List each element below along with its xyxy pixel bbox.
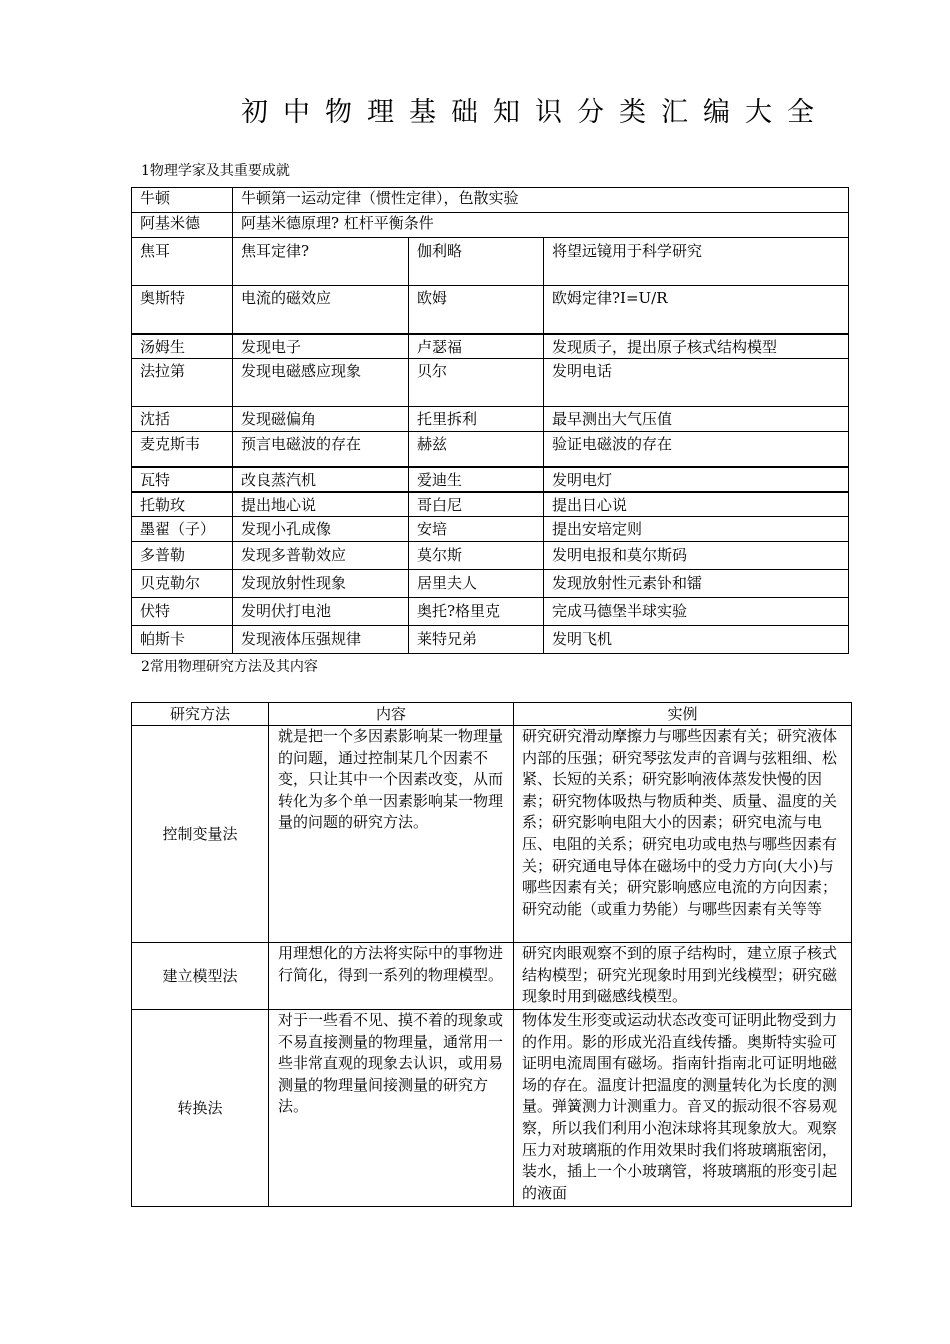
physicist-name: 爱迪生 [409, 467, 544, 492]
physicist-name: 沈括 [132, 407, 233, 432]
physicist-achievement: 发现多普勒效应 [233, 542, 409, 570]
method-content: 就是把一个多因素影响某一物理量的问题，通过控制某几个因素不变，只让其中一个因素改变，从而转化为多个单一因素影响某一物理量的问题的研究方法。 [269, 726, 514, 943]
physicist-name: 赫兹 [409, 432, 544, 467]
physicist-achievement: 最早测出大气压值 [544, 407, 849, 432]
physicist-name: 伏特 [132, 598, 233, 626]
physicist-name: 哥白尼 [409, 492, 544, 517]
physicist-achievement: 发现磁偏角 [233, 407, 409, 432]
physicist-name: 帕斯卡 [132, 626, 233, 654]
physicist-achievement: 提出地心说 [233, 492, 409, 517]
method-content: 对于一些看不见、摸不着的现象或不易直接测量的物理量，通常用一些非常直观的现象去认识，或用易测量的物理量间接测量的研究方法。 [269, 1010, 514, 1207]
table-header-row [132, 703, 852, 726]
physicist-name: 贝尔 [409, 359, 544, 407]
column-header-content: 内容 [269, 703, 514, 726]
physicist-name: 莱特兄弟 [409, 626, 544, 654]
method-name: 控制变量法 [132, 726, 269, 943]
method-example: 研究研究滑动摩擦力与哪些因素有关；研究液体内部的压强；研究琴弦发声的音调与弦粗细、松紧、长短的关系；研究影响液体蒸发快慢的因素；研究物体吸热与物质种类、质量、温度的关系；研究影响电阻大小的因素；研究电流与电压、电阻的关系；研究电功或电热与哪些因素有关；研究通电导体在磁场中的受力方向(大小)与哪些因素有关；研究影响感应电流的方向因素；研究动能（或重力势能）与哪些因素有关等等 [514, 726, 852, 943]
physicist-achievement: 电流的磁效应 [233, 286, 409, 334]
physicist-name: 托里拆利 [409, 407, 544, 432]
physicist-name: 牛顿 [132, 188, 233, 213]
physicist-name: 法拉第 [132, 359, 233, 407]
table-row [132, 492, 849, 517]
research-methods-table [131, 702, 852, 1207]
physicist-name: 多普勒 [132, 542, 233, 570]
physicist-achievement: 发现液体压强规律 [233, 626, 409, 654]
table-row [132, 213, 849, 238]
physicist-achievement: 阿基米德原理? 杠杆平衡条件 [233, 213, 849, 238]
method-name: 转换法 [132, 1010, 269, 1207]
physicist-achievement: 发明电话 [544, 359, 849, 407]
physicist-achievement: 验证电磁波的存在 [544, 432, 849, 467]
section2-heading: 2常用物理研究方法及其内容 [141, 659, 318, 675]
physicist-name: 卢瑟福 [409, 334, 544, 359]
physicist-achievement: 发明飞机 [544, 626, 849, 654]
table-row [132, 1010, 852, 1207]
table-row [132, 467, 849, 492]
physicists-table [131, 187, 849, 654]
physicist-name: 莫尔斯 [409, 542, 544, 570]
physicist-achievement: 发现放射性元素钋和镭 [544, 570, 849, 598]
table-row [132, 570, 849, 598]
method-name: 建立模型法 [132, 943, 269, 1010]
physicist-name: 奥斯特 [132, 286, 233, 334]
section1-heading: 1物理学家及其重要成就 [141, 163, 290, 179]
physicist-achievement: 发明电灯 [544, 467, 849, 492]
physicist-achievement: 发现质子，提出原子核式结构模型 [544, 334, 849, 359]
physicist-name: 托勒玫 [132, 492, 233, 517]
column-header-method: 研究方法 [132, 703, 269, 726]
method-example: 物体发生形变或运动状态改变可证明此物受到力的作用。影的形成光沿直线传播。奥斯特实验可证明电流周围有磁场。指南针指南北可证明地磁场的存在。温度计把温度的测量转化为长度的测量。弹簧测力计测重力。音叉的振动很不容易观察，所以我们利用小泡沫球将其现象放大。观察压力对玻璃瓶的作用效果时我们将玻璃瓶密闭，装水，插上一个小玻璃管，将玻璃瓶的形变引起的液面 [522, 1011, 838, 1202]
method-content: 用理想化的方法将实际中的事物进行简化，得到一系列的物理模型。 [269, 943, 514, 1010]
physicist-name: 安培 [409, 517, 544, 542]
physicist-achievement: 发明伏打电池 [233, 598, 409, 626]
physicist-achievement: 将望远镜用于科学研究 [544, 238, 849, 286]
physicist-achievement: 牛顿第一运动定律（惯性定律），色散实验 [233, 188, 849, 213]
method-example: 研究肉眼观察不到的原子结构时，建立原子核式结构模型；研究光现象时用到光线模型；研究磁现象时用到磁感线模型。 [514, 943, 852, 1010]
physicist-name: 焦耳 [132, 238, 233, 286]
physicist-achievement: 提出安培定则 [544, 517, 849, 542]
physicist-name: 伽利略 [409, 238, 544, 286]
physicist-achievement: 发现电磁感应现象 [233, 359, 409, 407]
column-header-example: 实例 [514, 703, 852, 726]
table-row [132, 943, 852, 1010]
physicist-achievement: 欧姆定律?I=U/R [544, 286, 849, 334]
table-row [132, 432, 849, 467]
table-row [132, 407, 849, 432]
physicist-achievement: 发明电报和莫尔斯码 [544, 542, 849, 570]
physicist-achievement: 改良蒸汽机 [233, 467, 409, 492]
physicist-achievement: 完成马德堡半球实验 [544, 598, 849, 626]
physicist-name: 欧姆 [409, 286, 544, 334]
table-row [132, 626, 849, 654]
table-row [132, 286, 849, 334]
physicist-achievement: 提出日心说 [544, 492, 849, 517]
physicist-achievement: 发现放射性现象 [233, 570, 409, 598]
physicist-name: 居里夫人 [409, 570, 544, 598]
table-row [132, 188, 849, 213]
table-row [132, 334, 849, 359]
table-row [132, 359, 849, 407]
table-row [132, 598, 849, 626]
method-example-cell [514, 1010, 852, 1207]
physicist-name: 贝克勒尔 [132, 570, 233, 598]
physicist-name: 墨翟（子） [132, 517, 233, 542]
physicist-name: 瓦特 [132, 467, 233, 492]
physicist-name: 奥托?格里克 [409, 598, 544, 626]
physicist-achievement: 发现小孔成像 [233, 517, 409, 542]
table-row [132, 517, 849, 542]
table-row [132, 238, 849, 286]
physicist-achievement: 预言电磁波的存在 [233, 432, 409, 467]
table-row [132, 726, 852, 943]
physicist-name: 汤姆生 [132, 334, 233, 359]
physicist-name: 麦克斯韦 [132, 432, 233, 467]
physicist-achievement: 发现电子 [233, 334, 409, 359]
page-title: 初中物理基础知识分类汇编大全 [241, 97, 829, 128]
physicist-name: 阿基米德 [132, 213, 233, 238]
table-row [132, 542, 849, 570]
physicist-achievement: 焦耳定律? [233, 238, 409, 286]
